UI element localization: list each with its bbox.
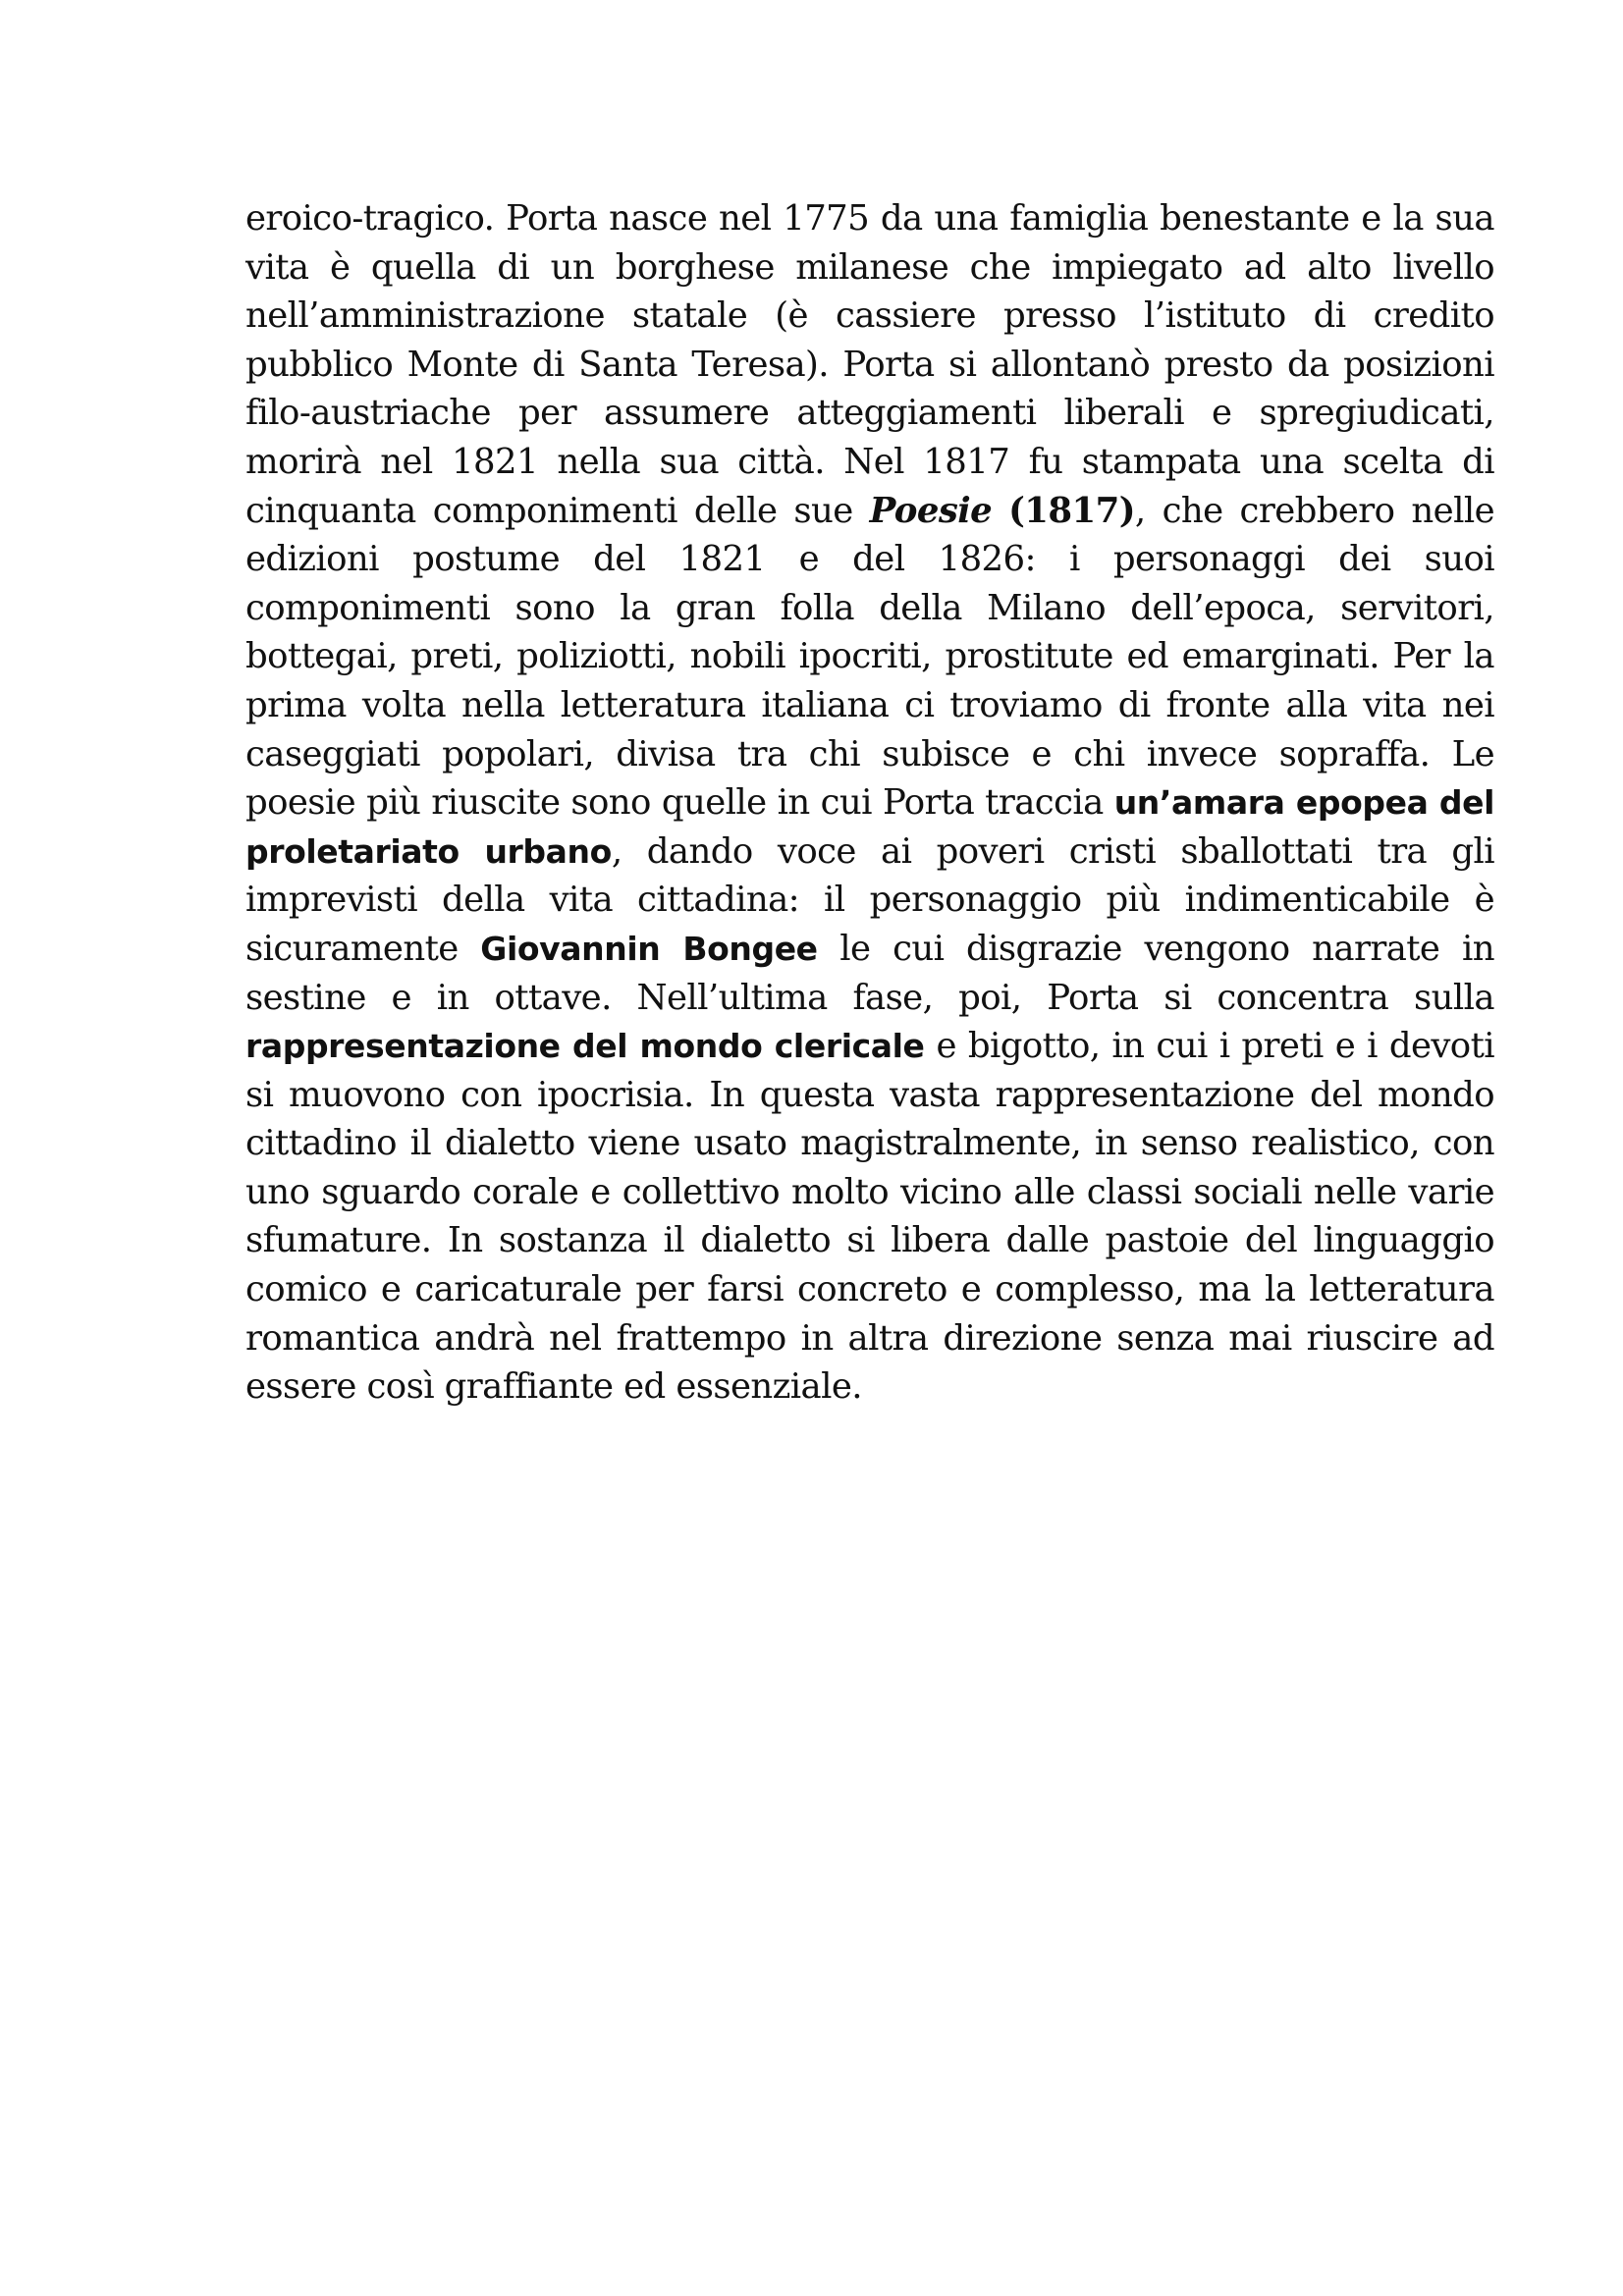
- paragraph: [245, 194, 1494, 1412]
- emphasis-epopea: un’amara epopea del proletariato urbano: [245, 783, 1494, 871]
- text-segment: , dando voce ai poveri cristi sballottati tra gli imprevisti della vita cittadina: il personaggio più indimenticabile è sicuramente: [245, 830, 1494, 969]
- emphasis-title-poesie: Poesie: [869, 490, 993, 531]
- body-text: [245, 194, 1494, 1412]
- text-segment: le cui disgrazie vengono narrate in sestine e in ottave. Nell’ultima fase, poi, Porta si concentra sulla: [245, 928, 1494, 1018]
- text-segment: e bigotto, in cui i preti e i devoti si muovono con ipocrisia. In questa vasta rappresentazione del mondo cittadino il dialetto viene usato magistralmente, in senso realistico, con uno sguardo corale e collettivo molto vicino alle classi sociali nelle varie sfumature. In sostanza il dialetto si libera dalle pastoie del linguaggio comico e caricaturale per farsi concreto e complesso, ma la letteratura romantica andrà nel frattempo in altra direzione senza mai riuscire ad essere così graffiante ed essenziale.: [245, 1026, 1495, 1408]
- text-segment: , che crebbero nelle edizioni postume del 1821 e del 1826: i personaggi dei suoi componimenti sono la gran folla della Milano dell’epoca, servitori, bottegai, preti, poliziotti, nobili ipocriti, prostitute ed emarginati. Per la prima volta nella letteratura italiana ci troviamo di fronte alla vita nei caseggiati popolari, divisa tra chi subisce e chi invece sopraffa. Le poesie più riuscite sono quelle in cui Porta traccia: [245, 490, 1494, 824]
- emphasis-year: (1817): [1008, 490, 1135, 531]
- emphasis-character-name: Giovannin Bongee: [480, 929, 818, 968]
- text-segment: eroico-tragico. Porta nasce nel 1775 da una famiglia benestante e la sua vita è quella di un borghese milanese che impiegato ad alto livello nell’amministrazione statale (è cassiere presso l’istituto di credito pubblico Monte di Santa Teresa). Porta si allontanò presto da posizioni filo-austriache per assumere atteggiamenti liberali e spregiudicati, morirà nel 1821 nella sua città. Nel 1817 fu stampata una scelta di cinquanta componimenti delle sue: [245, 198, 1494, 531]
- text-segment: [992, 491, 1008, 531]
- emphasis-clericale: rappresentazione del mondo clericale: [245, 1027, 925, 1066]
